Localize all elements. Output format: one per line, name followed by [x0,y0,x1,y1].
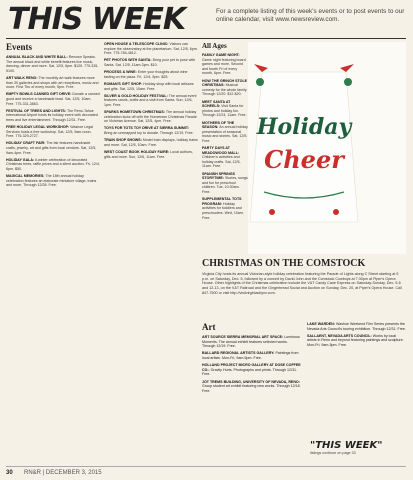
masthead [6,4,406,39]
item-text: The 18th annual holiday celebration features an elaborate miniature village, trains and more. Through 12/28. Free. [6,174,97,188]
item-name: EMPTY BOWLS CANNED GIFT DRIVE: [6,92,72,97]
item-text: The fair features handmade crafts, jewelry, art and gifts from local vendors. Sat, 12/5, 9am-4pm. Free. [6,141,97,155]
list-item [104,42,198,56]
item-name: HOLIDAY GALA: [6,157,35,162]
list-item [104,138,198,147]
page-footer [6,466,406,479]
art-heading: Art [202,322,216,332]
item-text: The monthly art walk features more than 30 galleries and shops with art receptions, music and more. First Thu of every month, 5pm. Free. [6,75,99,90]
item-name: HOLIDAY CRAFT FAIR: [6,141,46,146]
item-text: Donate a canned good and receive a handmade bowl. Sat, 12/5, 10am. Free. 775-331-3663. [6,92,100,106]
events-heading: Events [6,42,33,52]
item-text: Model train displays, holiday trains and more. Sat, 12/5, 10am. Free. [104,138,198,147]
events-list [6,55,100,188]
list-item [307,334,406,348]
item-name: FAMILY GAME NIGHT: [202,53,240,57]
item-text: Musical comedy for the whole family. Through 12/20. $12-$20. [202,83,248,97]
item-text: Luminous Moments. The annual exhibit features selected works. Through 12/19. Free. [202,335,300,349]
list-item [307,322,406,331]
item-name: MOTHERS OF THE SEASON: [202,120,235,130]
list-item [202,335,301,349]
item-name: BALLARD REGIONAL ARTISTS GALLERY: [202,351,275,356]
list-item [6,125,100,139]
list-item [6,55,100,73]
item-text: Enter your thoughts about wine tasting on the plaza. Fri, 12/4, 5pm. $25. [104,70,188,79]
list-item [202,351,301,360]
list-item [6,158,100,172]
list-item [202,380,301,394]
item-text: Works by local artists in Reno and beyond featuring paintings and sculpture. Mon-Fri, 9am-5pm. Free. [307,333,404,347]
events-column-2 [104,42,198,464]
item-name: TOYS FOR TOTS TOY DRIVE AT SIERRA SUMMIT: [104,126,189,131]
item-name: LAKE WARDEN: [307,322,335,326]
item-text: Children's activities and holiday crafts. Sat, 12/5, 11am. Free. [202,155,241,169]
item-name: SPARKS HOMETOWN CHRISTMAS: [104,110,165,115]
item-name: ART WALK RENO: [6,75,38,80]
item-name: SUPPLEMENTAL TOTS PROGRAM: [202,197,242,206]
art-list-right [307,322,406,348]
list-item [202,121,248,144]
item-name: WEST COAST BOOK HOLIDAY FAIRE: [104,150,170,155]
item-text: Bring your pet to pose with Santa. Sat, 12/5, 11am-3pm. $10. [104,58,196,67]
issue-info: RN&R | DECEMBER 3, 2015 [24,470,102,476]
item-text: Visit Santa for photos and holiday fun. Through 12/24, 11am. Free. [202,104,247,118]
item-text: Renown Speaks. The annual black and white benefit features live music, dancing, dinner and more. Sat, 12/5, 6pm. $125. 775-335-5100. [6,55,99,73]
list-item [104,82,198,91]
list-item [104,58,198,67]
item-name: SILVER & GOLD HOLIDAY FESTIVAL: [104,93,168,98]
events-list-2 [104,42,198,159]
list-item [104,150,198,159]
item-text: Stories, songs and fun for preschool children. Tue, 10:30am. Free. [202,176,248,194]
list-item [6,174,100,188]
list-item [202,363,301,377]
item-name: HOW THE GRINCH STOLE CHRISTMAS: [202,78,248,88]
item-text: Bring an unwrapped toy to donate. Through 12/19. Free. [104,131,194,136]
banner-word-cheer: Cheer [264,145,344,174]
list-item [104,110,198,124]
item-name: PET PHOTOS WITH SANTA: [104,58,152,63]
all-ages-list [202,53,248,220]
item-name: PARTY DAYS AT MEADOWOOD MALL: [202,146,240,155]
item-name: ANNUAL BLACK AND WHITE BALL: [6,55,68,59]
item-name: OPEN HOUSE & TELESCOPE CLINIC: [104,42,169,46]
page-number: 30 [6,470,13,476]
item-name: MEET SANTA AT SCHEELS: [202,99,231,109]
banner-word-holiday: Holiday [256,114,352,140]
item-text: The Reno-Tahoe International Airport hosts its holiday event with decorated trees and live entertainment. Through 12/31. Free. [6,108,98,122]
feature-caption: Virginia City hosts its annual Victorian-style holiday celebration featuring the Parade of Lights along C Street starting at 5 p.m. on Saturday, Dec. 5, followed by a concert by David John and the Comstock Cowboys at 7:30pm at Piper's Opera House. Other highlights of the Christmas celebration include the V&T Candy Cane Express on Saturday-Sunday, Dec. 5-6 and 12-13, on the V&T Railroad and the Gingerbread Social and Auction on Sunday, Dec. 20, at Piper's Opera House. Call 847-7500 or visit http://visitvirginiacitynv.com. [202,272,402,295]
item-text: Gravity Hurts. Photographs and prints. Through 12/31. Free. [202,367,298,377]
item-text: Holiday shop with local artisans and gifts. Sat, 12/5, 10am. Free. [104,81,194,91]
item-name: FREE HOLIDAY LEGAL WORKSHOP: [6,125,70,130]
list-item [104,94,198,108]
list-item [6,76,100,90]
list-item [104,70,198,79]
list-item [202,146,248,169]
banner-graphic [250,64,358,222]
item-text: Washoe Weekend Film Series presents the Nevada Arts Council's touring exhibition. Through 12/31. Free. [307,322,406,331]
feature-heading: CHRISTMAS ON THE COMSTOCK [202,258,366,269]
item-name: SALLAENT, NEVADA ARTS COUNCIL: [307,333,372,338]
promo-text: listings continue on page 33 [310,451,356,455]
list-item [6,92,100,106]
item-text: Local authors, gifts and more. Sun, 12/6, 11am. Free. [104,150,193,159]
section-title: THIS WEEK [8,2,186,37]
list-item [202,172,248,195]
item-text: Game night featuring board games and more. Second and fourth Fri of every month, 6pm. Free. [202,57,246,76]
item-name: SPANISH SPRINGS STORYTIME: [202,171,235,181]
list-item [104,126,198,135]
item-text: Washoe Legal Services hosts a free workshop. Sat, 12/5, 9am-noon. Free. 775-329-2727. [6,125,94,139]
all-ages-heading: All Ages [202,42,227,50]
item-name: HOLLAND PROJECT MICRO GALLERY AT DOSE COFFEE CO.: [202,363,301,372]
all-ages-column [202,42,248,254]
item-text: Visitors can explore the observatory at the planetarium. Sat, 12/5, 6pm. Free. 775-784-4812. [104,42,198,56]
item-text: Holiday activities for toddlers and preschoolers. Wed, 10am. Free. [202,201,244,220]
item-name: MAGICAL MEMORIES: [6,174,45,179]
list-item [6,109,100,123]
list-item [202,79,248,97]
tagline: For a complete listing of this week's events or to post events to our online calendar, visit www.newsreview.com. [216,8,405,23]
list-item [6,141,100,155]
list-item [202,100,248,118]
art-list-left [202,335,301,393]
item-name: ROMAN'S GIFT SHOP: [104,81,143,86]
item-name: TRAIN SHOP SHOWS: [104,138,142,143]
item-name: PROCESS & WINE: [104,70,137,75]
item-text: A winter celebration of decorated Christmas trees, raffle prizes and a silent auction. Fri, 12/4, 6pm. $50. [6,157,100,172]
list-item [202,197,248,220]
promo-heading: "THIS WEEK" [310,440,383,451]
item-text: The annual event features carols, crafts and a visit from Santa. Sun, 12/6, 1pm. Free. [104,93,197,107]
item-name: JOT TREMS BUILDING, UNIVERSITY OF NEVADA, RENO: [202,379,300,384]
item-name: FESTIVAL OF TREES AND LIGHTS: [6,108,67,113]
item-text: The annual holiday celebration kicks off with the Hometown Christmas Parade on Victorian Avenue. Sat, 12/5, 4pm. Free. [104,110,197,124]
item-text: An annual holiday presentation of seasonal music and stories. Sat, 12/5. Free. [202,125,248,143]
item-text: Paintings from local artists. Mon-Fri, 9am-5pm. Free. [202,351,299,360]
continued-promo [310,440,406,455]
art-column-left [202,322,301,396]
events-column [6,42,100,464]
art-column-right [307,322,406,350]
list-item [202,53,248,76]
item-text: Group student art exhibit featuring new works. Through 12/18. Free. [202,384,301,393]
item-name: ART SOURCE SIERRA MEMORIAL ART SPACE: [202,335,284,339]
